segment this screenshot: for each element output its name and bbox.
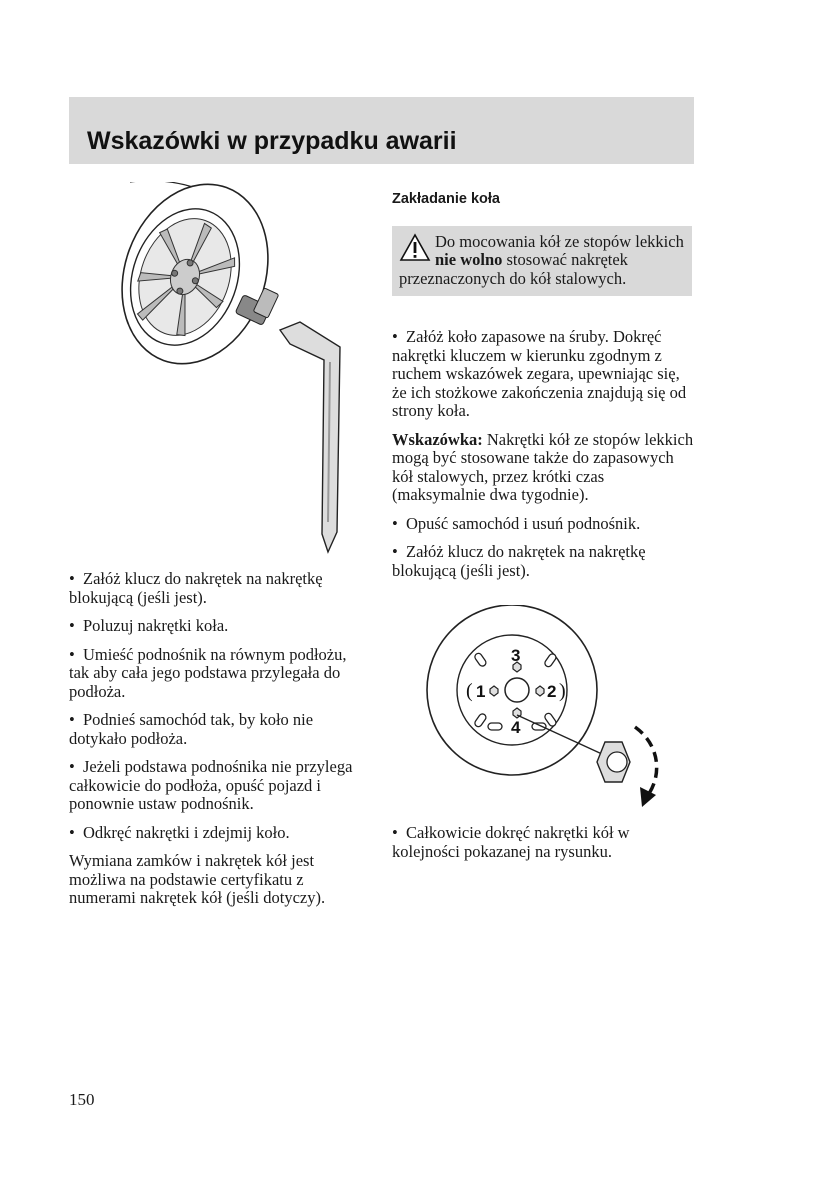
nuts-certificate-note: Wymiana zamków i nakrętek kół jest możliwa na podstawie certyfikatu z numerami nakrętek kół (jeśli dotyczy). <box>69 851 326 907</box>
order-label-2: 2 <box>547 682 557 701</box>
list-item: • Umieść podnośnik na równym podłożu, tak aby cała jego podstawa przylegała do podłoża. <box>69 644 347 701</box>
page-title: Wskazówki w przypadku awarii <box>87 127 457 155</box>
list-item: • Poluzuj nakrętki koła. <box>69 616 229 635</box>
list-item: • Załóż koło zapasowe na śruby. Dokręć nakrętki kluczem w kierunku zgodnym z ruchem wskazówek zegara, upewniając się, że ich stożkowe zakończenia znajdują się od strony koła. <box>392 327 687 420</box>
hint-paragraph: Wskazówka: Nakrętki kół ze stopów lekkich mogą być stosowane także do zapasowych kół stalowych, przez krótki czas (maksymalnie dwa tygodnie). <box>392 429 694 504</box>
list-item: • Załóż klucz do nakrętek na nakrętkę blokującą (jeśli jest). <box>69 569 323 607</box>
svg-text:): ) <box>559 680 566 702</box>
section-title: Zakładanie koła <box>392 191 500 207</box>
list-item: • Jeżeli podstawa podnośnika nie przylega całkowicie do podłoża, opuść pojazd i ponownie ustaw podnośnik. <box>69 757 353 813</box>
warning-text: Do mocowania kół ze stopów lekkich nie wolno stosować nakrętek przeznaczonych do kół stalowych. <box>399 231 684 288</box>
tightening-order-diagram <box>420 605 670 820</box>
list-item: • Całkowicie dokręć nakrętki kół w kolejności pokazanej na rysunku. <box>392 823 630 861</box>
svg-text:(: ( <box>466 680 473 702</box>
list-item: • Załóż klucz do nakrętek na nakrętkę blokującą (jeśli jest). <box>392 542 646 580</box>
right-column <box>392 190 697 590</box>
warning-icon <box>399 233 431 263</box>
wheel-wrench-illustration <box>90 182 370 562</box>
list-item: • Podnieś samochód tak, by koło nie dotykało podłoża. <box>69 710 314 748</box>
final-step <box>392 824 692 871</box>
list-item: • Opuść samochód i usuń podnośnik. <box>392 513 641 533</box>
header-bar <box>69 97 694 164</box>
page-number: 150 <box>69 1090 95 1109</box>
order-label-3: 3 <box>511 646 521 665</box>
order-label-1: 1 <box>476 682 486 701</box>
left-column <box>69 570 369 918</box>
warning-box <box>392 226 692 297</box>
list-item: • Odkręć nakrętki i zdejmij koło. <box>69 822 290 842</box>
order-label-4: 4 <box>511 718 521 737</box>
